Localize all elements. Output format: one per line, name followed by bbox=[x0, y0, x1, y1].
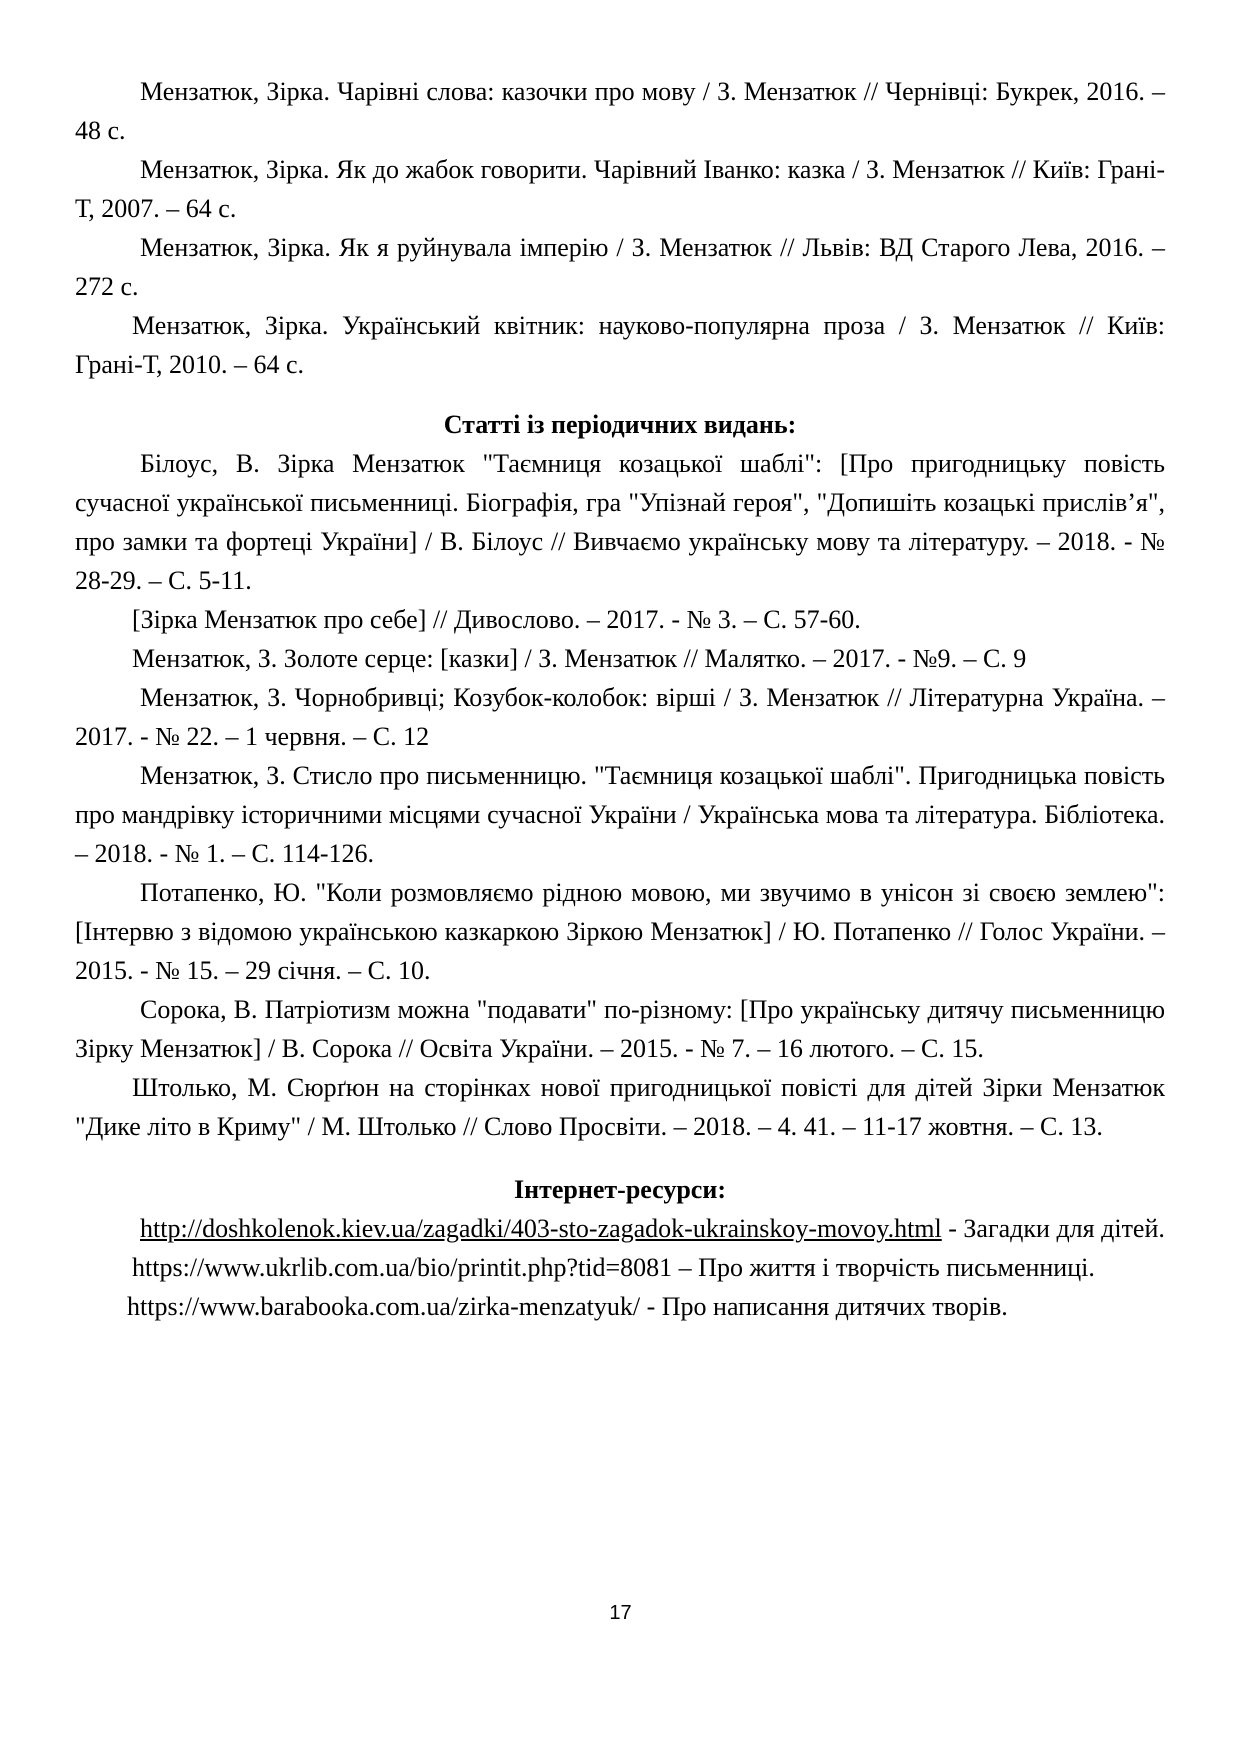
periodical-entry: [Зірка Мензатюк про себе] // Дивослово. – 2017. - № 3. – С. 57-60. bbox=[132, 605, 861, 634]
periodical-entry: Сорока, В. Патріотизм можна "подавати" по-різному: [Про українську дитячу письменницю Зірку Мензатюк] / В. Сорока // Освіта України. – 2015. - № 7. – 16 лютого. – С. 15. bbox=[75, 995, 1165, 1063]
document-page bbox=[75, 72, 1165, 1326]
resource-url: https://www.ukrlib.com.ua/bio/printit.php?tid=8081 bbox=[132, 1253, 673, 1282]
book-entry: Мензатюк, Зірка. Як до жабок говорити. Чарівний Іванко: казка / З. Мензатюк // Київ: Грані-Т, 2007. – 64 с. bbox=[75, 155, 1165, 223]
periodical-entry: Потапенко, Ю. "Коли розмовляємо рідною мовою, ми звучимо в унісон зі своєю землею": [Інтервю з відомою українською казкаркою Зіркою Мензатюк] / Ю. Потапенко // Голос України. – 2015. - № 15. – 29 січня. – С. 10. bbox=[75, 878, 1165, 985]
book-entry: Мензатюк, Зірка. Український квітник: науково-популярна проза / З. Мензатюк // Київ: Грані-Т, 2010. – 64 с. bbox=[75, 311, 1165, 379]
periodical-entry: Мензатюк, З. Чорнобривці; Козубок-колобок: вірші / З. Мензатюк // Літературна Україна. – 2017. - № 22. – 1 червня. – С. 12 bbox=[75, 683, 1165, 751]
resource-description: - Про написання дитячих творів. bbox=[640, 1292, 1008, 1321]
resource-url: https://www.barabooka.com.ua/zirka-menzatyuk/ bbox=[127, 1292, 641, 1321]
book-entry: Мензатюк, Зірка. Як я руйнувала імперію / З. Мензатюк // Львів: ВД Старого Лева, 2016. – 272 с. bbox=[75, 233, 1165, 301]
internet-entry bbox=[75, 1209, 1165, 1248]
resource-link[interactable]: http://doshkolenok.kiev.ua/zagadki/403-sto-zagadok-ukrainskoy-movoy.html bbox=[140, 1214, 942, 1243]
internet-entry bbox=[75, 1287, 1165, 1326]
periodical-entry: Білоус, В. Зірка Мензатюк "Таємниця козацької шаблі": [Про пригодницьку повість сучасної української письменниці. Біографія, гра "Упізнай героя", "Допишіть козацькі прислів’я", про замки та фортеці України] / В. Білоус // Вивчаємо українську мову та літературу. – 2018. - № 28-29. – С. 5-11. bbox=[75, 449, 1165, 595]
resource-description: – Про життя і творчість письменниці. bbox=[672, 1253, 1095, 1282]
periodical-entry: Мензатюк, З. Стисло про письменницю. "Таємниця козацької шаблі". Пригодницька повість про мандрівку історичними місцями сучасної України / Українська мова та література. Бібліотека. – 2018. - № 1. – С. 114-126. bbox=[75, 761, 1165, 868]
internet-heading: Інтернет-ресурси: bbox=[514, 1175, 726, 1204]
page-number: 17 bbox=[609, 1602, 632, 1624]
periodicals-heading: Статті із періодичних видань: bbox=[443, 410, 797, 439]
book-entry: Мензатюк, Зірка. Чарівні слова: казочки про мову / З. Мензатюк // Чернівці: Букрек, 2016. – 48 с. bbox=[75, 77, 1165, 145]
periodical-entry: Штолько, М. Сюрґюн на сторінках нової пригодницької повісті для дітей Зірки Мензатюк "Дике літо в Криму" / М. Штолько // Слово Просвіти. – 2018. – 4. 41. – 11-17 жовтня. – С. 13. bbox=[75, 1073, 1165, 1141]
internet-entry bbox=[75, 1248, 1165, 1287]
resource-description: - Загадки для дітей. bbox=[941, 1214, 1165, 1243]
periodical-entry: Мензатюк, З. Золоте серце: [казки] / З. Мензатюк // Малятко. – 2017. - №9. – С. 9 bbox=[132, 644, 1027, 673]
